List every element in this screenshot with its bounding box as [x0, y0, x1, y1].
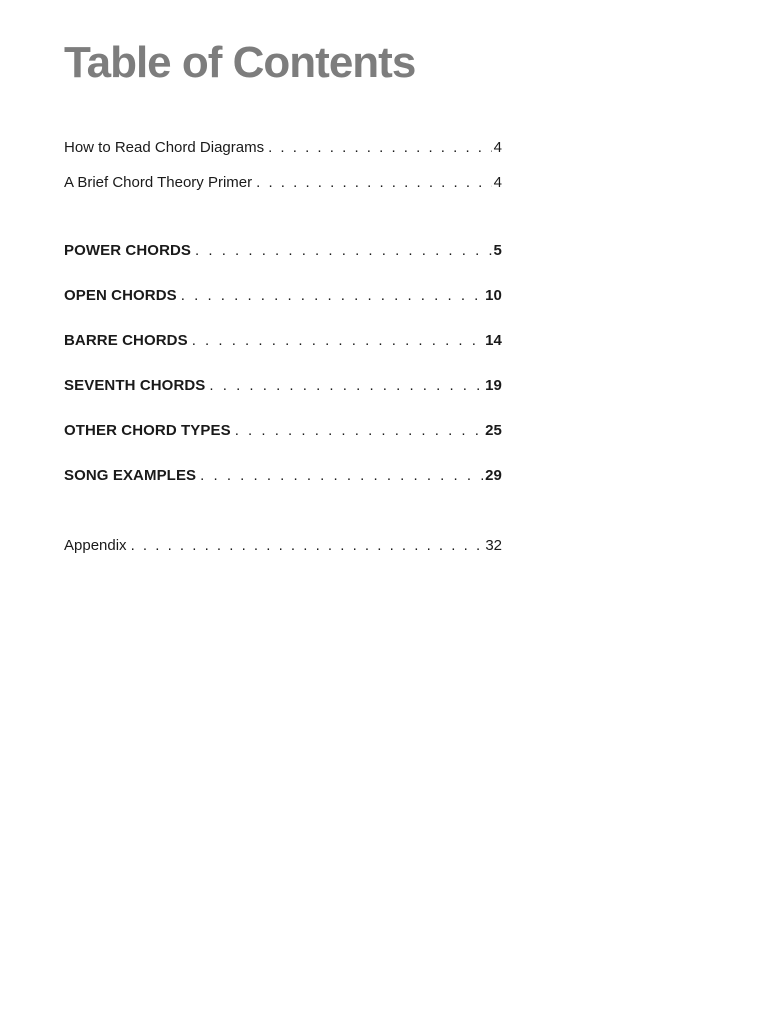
toc-entry-label: A Brief Chord Theory Primer — [64, 174, 253, 191]
toc-entry-chord-theory-primer[interactable] — [64, 172, 502, 194]
toc-entry-how-to-read-chord-diagrams[interactable] — [64, 137, 502, 159]
toc-entry-label: How to Read Chord Diagrams — [64, 139, 265, 156]
toc-section-label: POWER CHORDS — [64, 242, 192, 259]
page-title: Table of Contents — [64, 38, 416, 87]
toc-section-label: BARRE CHORDS — [64, 332, 188, 349]
dot-leader — [200, 465, 483, 487]
toc-section-label: SEVENTH CHORDS — [64, 377, 206, 394]
toc-entry-label: Appendix — [64, 537, 127, 554]
toc-section-seventh-chords[interactable] — [64, 375, 502, 397]
toc-section-page-number: 19 — [485, 377, 502, 394]
toc-entry-page-number: 4 — [493, 174, 502, 191]
toc-section-label: SONG EXAMPLES — [64, 467, 197, 484]
toc-section-page-number: 29 — [485, 467, 502, 484]
toc-section-open-chords[interactable] — [64, 285, 502, 307]
toc-section-song-examples[interactable] — [64, 465, 502, 487]
toc-section-page-number: 10 — [485, 287, 502, 304]
toc-section-page-number: 5 — [493, 242, 502, 259]
dot-leader — [268, 137, 492, 159]
toc-section-label: OPEN CHORDS — [64, 287, 177, 304]
dot-leader — [256, 172, 492, 194]
dot-leader — [131, 535, 484, 557]
dot-leader — [209, 375, 483, 397]
toc-section-other-chord-types[interactable] — [64, 420, 502, 442]
toc-section-page-number: 25 — [485, 422, 502, 439]
dot-leader — [192, 330, 483, 352]
toc-entry-page-number: 4 — [493, 139, 502, 156]
toc-entry-appendix[interactable] — [64, 535, 502, 557]
dot-leader — [181, 285, 483, 307]
toc-entry-page-number: 32 — [485, 537, 502, 554]
toc-section-power-chords[interactable] — [64, 240, 502, 262]
dot-leader — [195, 240, 492, 262]
toc-section-barre-chords[interactable] — [64, 330, 502, 352]
toc-section-label: OTHER CHORD TYPES — [64, 422, 231, 439]
toc-section-page-number: 14 — [485, 332, 502, 349]
dot-leader — [235, 420, 483, 442]
